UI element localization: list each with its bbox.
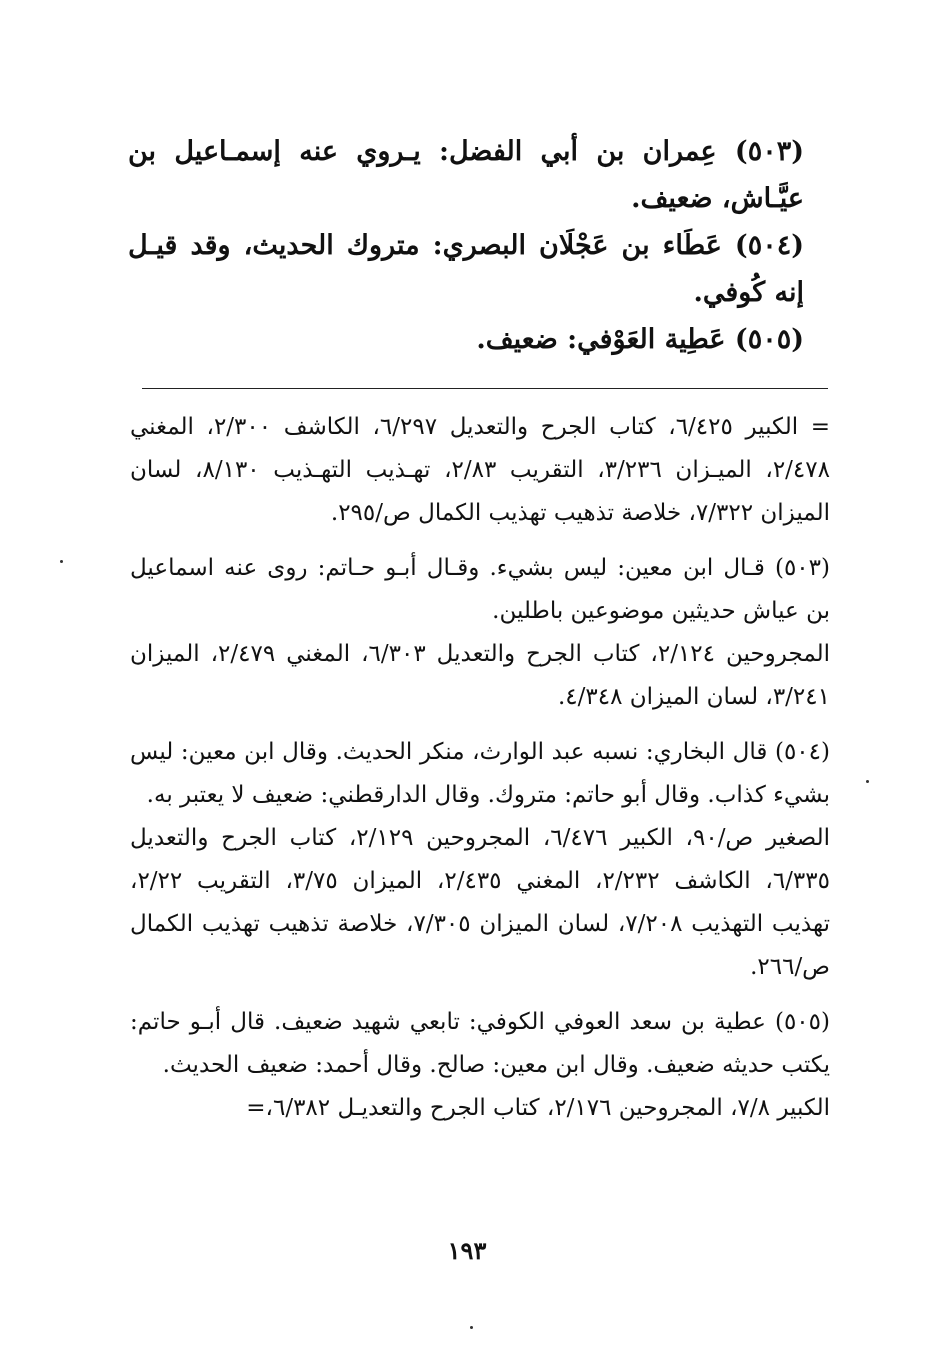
entry-505: (٥٠٥) عَطِية العَوْفي: ضعيف. [476, 324, 804, 355]
footnote-503-sources: المجروحين ٢/١٢٤، كتاب الجرح والتعديل ٦/٣٠٣، المغني ٢/٤٧٩، الميزان ٣/٢٤١، لسان الميزان ٤/٣٤٨. [130, 641, 831, 710]
page-number: ١٩٣ [447, 1236, 487, 1265]
footnote-505-sources: الكبير ٧/٨، المجروحين ٢/١٧٦، كتاب الجرح والتعديـل ٦/٣٨٢،= [246, 1095, 830, 1121]
footnote-503: (٥٠٣) قـال ابن معين: ليس بشيء. وقـال أبـو حـاتم: روى عنه اسماعيل بن عياش حديثين موضوعين باطلين. [130, 555, 830, 624]
footnote-divider [142, 388, 828, 389]
scan-speck [60, 560, 63, 563]
footnotes [130, 406, 830, 1130]
entry-504: (٥٠٤) عَطَاء بن عَجْلَان البصري: متروك الحديث، وقد قيـل إنه كُوفي. [128, 230, 804, 308]
main-entries [128, 128, 804, 363]
scan-speck [866, 780, 869, 783]
footnote-504: (٥٠٤) قال البخاري: نسبه عبد الوارث، منكر الحديث. وقال ابن معين: ليس بشيء كذاب. وقال أبو حاتم: متروك. وقال الدارقطني: ضعيف لا يعتبر به. [130, 739, 830, 808]
entry-503: (٥٠٣) عِمران بن أبي الفضل: يـروي عنه إسمـاعيل بن عيَّـاش، ضعيف. [128, 136, 804, 214]
footnote-505: (٥٠٥) عطية بن سعد العوفي الكوفي: تابعي شهيد ضعيف. قال أبـو حاتم: يكتب حديثه ضعيف. وقال ابن معين: صالح. وقال أحمد: ضعيف الحديث. [130, 1009, 830, 1078]
scan-speck [470, 1326, 473, 1329]
footnote-504-sources: الصغير ص/٩٠، الكبير ٦/٤٧٦، المجروحين ٢/١٢٩، كتاب الجرح والتعديل ٦/٣٣٥، الكاشف ٢/٢٣٢، المغني ٢/٤٣٥، الميزان ٣/٧٥، التقريب ٢/٢٢، تهذيب التهذيب ٧/٢٠٨، لسان الميزان ٧/٣٠٥، خلاصة تذهيب تهذيب الكمال ص/٢٦٦. [130, 825, 831, 980]
footnote-continuation: = الكبير ٦/٤٢٥، كتاب الجرح والتعديل ٦/٢٩٧، الكاشف ٢/٣٠٠، المغني ٢/٤٧٨، الميـزان ٣/٢٣٦، التقريب ٢/٨٣، تهـذيب التهـذيب ٨/١٣٠، لسان الميزان ٧/٣٢٢، خلاصة تذهيب تهذيب الكمال ص/٢٩٥. [130, 414, 831, 526]
